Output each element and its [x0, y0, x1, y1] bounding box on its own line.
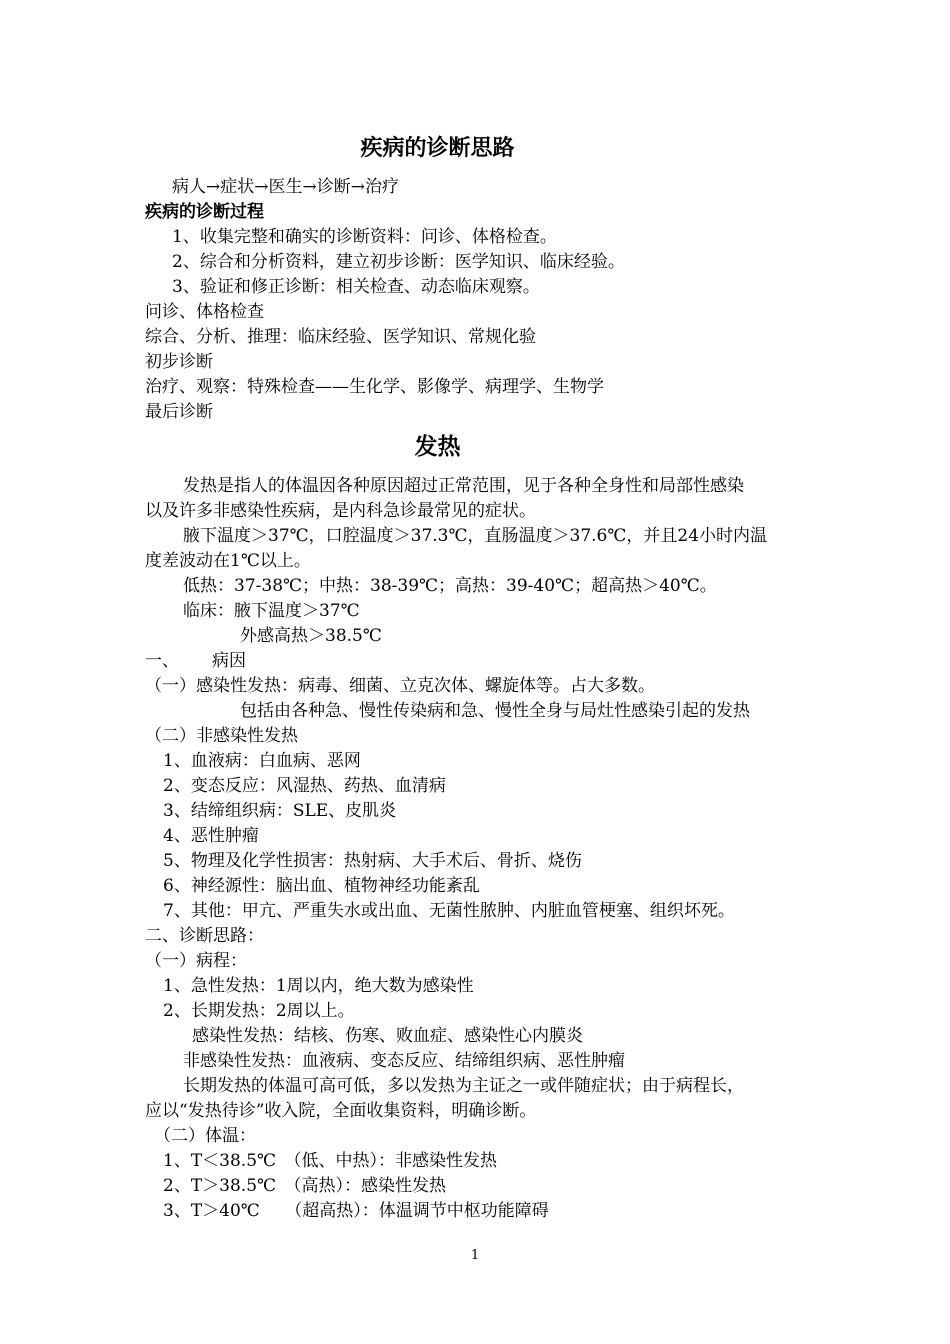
- list-item: 4、恶性肿瘤: [163, 826, 259, 846]
- text-line: 长期发热的体温可高可低，多以发热为主证之一或伴随症状；由于病程长，: [183, 1076, 744, 1096]
- section-title-fever: 发热: [414, 434, 461, 460]
- text-line: （一）病程：: [145, 951, 247, 971]
- chain-item: 最后诊断: [145, 402, 213, 422]
- text-line: （二）非感染性发热: [145, 726, 298, 746]
- text-line: 临床：腋下温度＞37℃: [183, 601, 360, 621]
- text-line: 应以“发热待诊”收入院，全面收集资料，明确诊断。: [145, 1101, 537, 1121]
- text-line: 感染性发热：结核、伤寒、败血症、感染性心内膜炎: [192, 1026, 583, 1046]
- text-line: 外感高热＞38.5℃: [240, 626, 382, 646]
- text-line: 度差波动在1℃以上。: [145, 551, 311, 571]
- section-heading: 病因: [212, 651, 246, 671]
- chain-item: 初步诊断: [145, 352, 213, 372]
- list-item: 1、血液病：白血病、恶网: [163, 751, 361, 771]
- list-item: 1、急性发热：1周以内，绝大数为感染性: [163, 976, 474, 996]
- text-line: （一）感染性发热：病毒、细菌、立克次体、螺旋体等。占大多数。: [145, 676, 655, 696]
- list-item: 1、T＜38.5℃ （低、中热）：非感染性发热: [163, 1151, 498, 1171]
- text-line: 腋下温度＞37℃，口腔温度＞37.3℃，直肠温度＞37.6℃，并且24小时内温: [183, 526, 768, 546]
- text-line: 非感染性发热：血液病、变态反应、结缔组织病、恶性肿瘤: [183, 1051, 625, 1071]
- page-title: 疾病的诊断思路: [360, 136, 515, 161]
- list-item: 3、T＞40℃ （超高热）：体温调节中枢功能障碍: [163, 1201, 549, 1221]
- chain-item: 问诊、体格检查: [145, 302, 264, 322]
- text-line: 低热：37-38℃；中热：38-39℃；高热：39-40℃；超高热＞40℃。: [183, 576, 717, 596]
- text-line: 发热是指人的体温因各种原因超过正常范围，见于各种全身性和局部性感染: [183, 476, 744, 496]
- process-heading: 疾病的诊断过程: [145, 202, 264, 222]
- list-item: 2、变态反应：风湿热、药热、血清病: [163, 776, 446, 796]
- list-item: 3、结缔组织病：SLE、皮肌炎: [163, 801, 397, 821]
- list-item: 7、其他：甲亢、严重失水或出血、无菌性脓肿、内脏血管梗塞、组织坏死。: [163, 901, 735, 921]
- text-line: 以及许多非感染性疾病，是内科急诊最常见的症状。: [145, 501, 536, 521]
- list-item: 5、物理及化学性损害：热射病、大手术后、骨折、烧伤: [163, 851, 582, 871]
- section-number: 一、: [145, 651, 179, 671]
- page-number: 1: [470, 1248, 480, 1263]
- chain-item: 治疗、观察：特殊检查——生化学、影像学、病理学、生物学: [145, 377, 604, 397]
- diagnosis-flow: 病人→症状→医生→诊断→治疗: [172, 177, 399, 197]
- list-item: 2、T＞38.5℃ （高热）：感染性发热: [163, 1176, 447, 1196]
- text-line: （二）体温：: [154, 1126, 256, 1146]
- process-step: 1、收集完整和确实的诊断资料：问诊、体格检查。: [172, 227, 557, 247]
- section-heading: 二、诊断思路：: [145, 926, 264, 946]
- process-step: 2、综合和分析资料，建立初步诊断：医学知识、临床经验。: [172, 252, 625, 272]
- text-line: 包括由各种急、慢性传染病和急、慢性全身与局灶性感染引起的发热: [240, 701, 750, 721]
- chain-item: 综合、分析、推理：临床经验、医学知识、常规化验: [145, 327, 536, 347]
- process-step: 3、验证和修正诊断：相关检查、动态临床观察。: [172, 277, 540, 297]
- list-item: 2、长期发热：2周以上。: [163, 1001, 355, 1021]
- list-item: 6、神经源性：脑出血、植物神经功能紊乱: [163, 876, 480, 896]
